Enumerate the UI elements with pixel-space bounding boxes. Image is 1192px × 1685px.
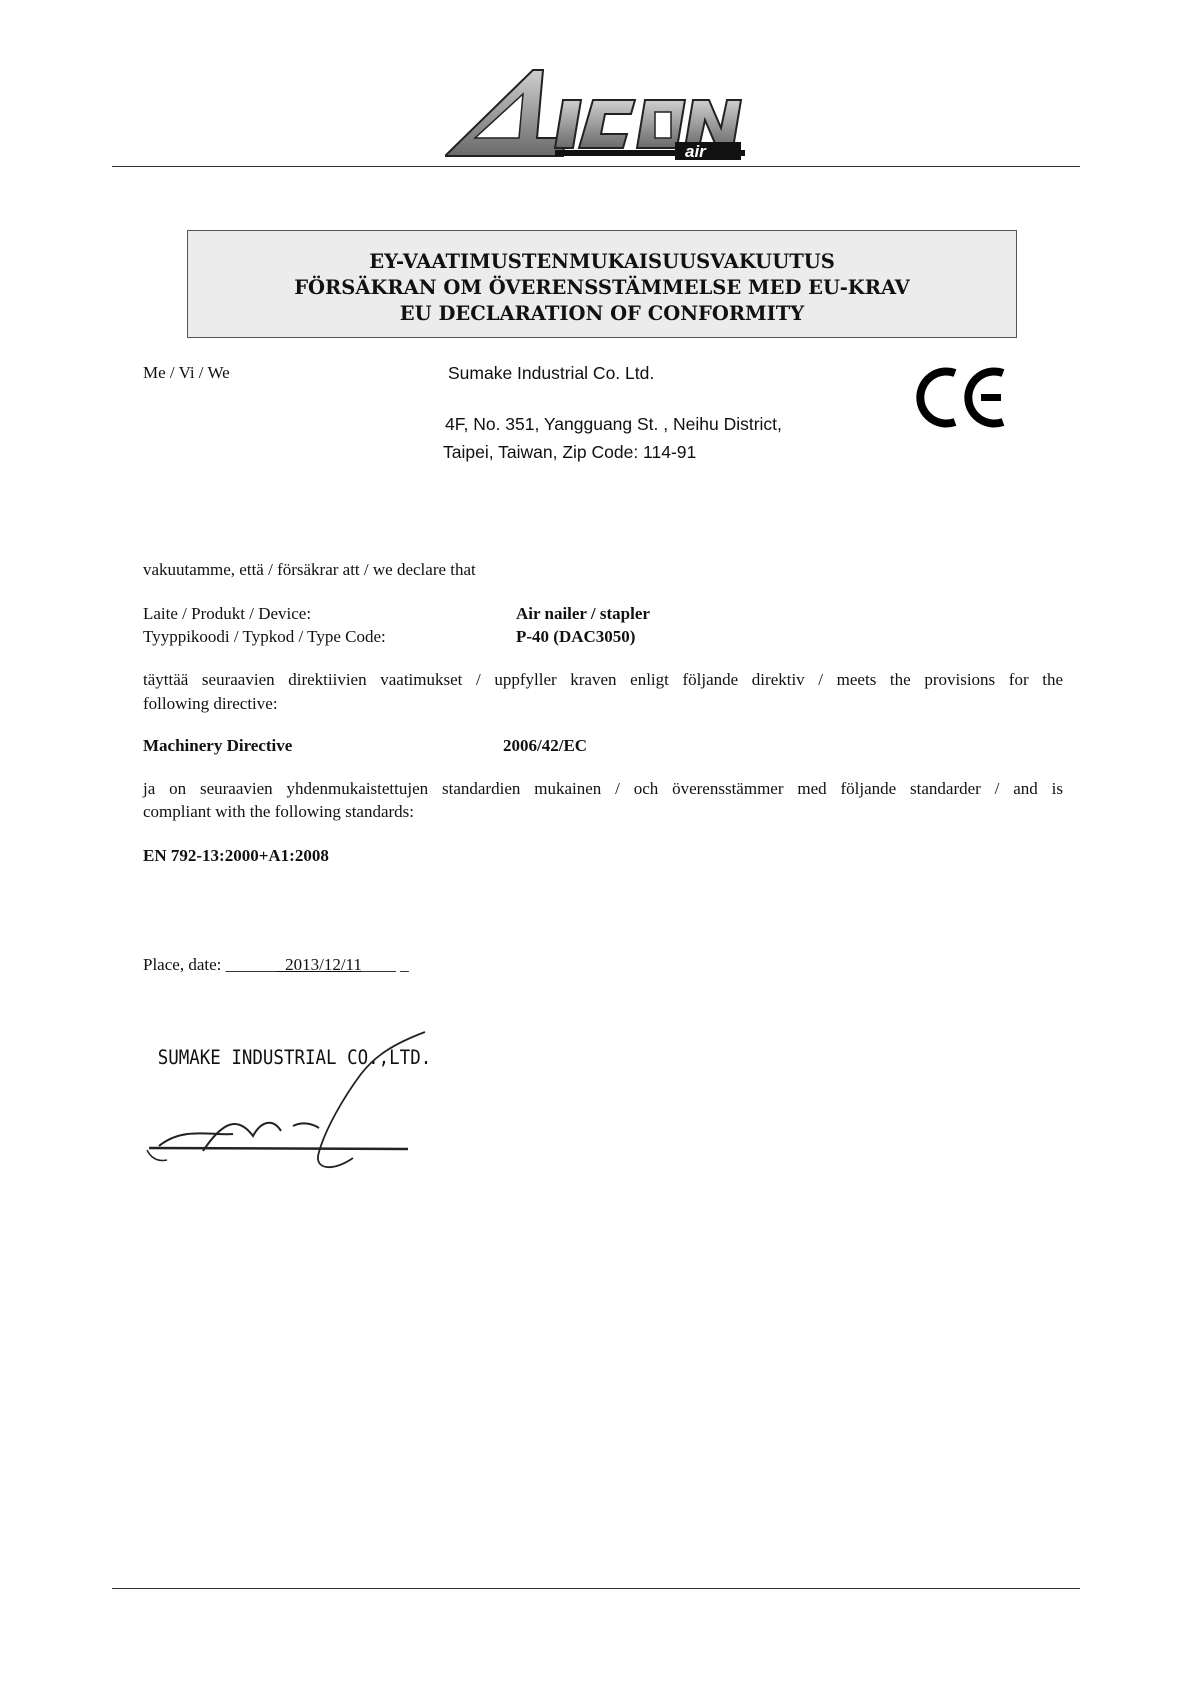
place-date-label: Place, date: <box>143 955 222 974</box>
title-line-sv: FÖRSÄKRAN OM ÖVERENSSTÄMMELSE MED EU-KRAV <box>294 276 910 299</box>
title-box <box>187 230 1017 338</box>
aicon-air-logo <box>445 68 745 160</box>
manufacturer-address-1: 4F, No. 351, Yangguang St. , Neihu District, <box>445 414 782 434</box>
device-value: Air nailer / stapler <box>516 604 650 623</box>
manufacturer-label: Me / Vi / We <box>143 363 230 382</box>
device-label: Laite / Produkt / Device: <box>143 604 312 623</box>
type-code-label: Tyyppikoodi / Typkod / Type Code: <box>143 627 386 646</box>
place-date <box>143 955 409 975</box>
title-line-fi: EY-VAATIMUSTENMUKAISUUSVAKUUTUS <box>369 250 835 273</box>
place-date-pre: ______ <box>225 955 277 974</box>
footer-rule <box>112 1588 1080 1589</box>
title-line-en: EU DECLARATION OF CONFORMITY <box>399 302 805 325</box>
place-date-value: _2013/12/11 <box>276 955 362 974</box>
logo-subtext: air <box>685 142 706 160</box>
place-date-post: ____ _ <box>361 955 409 974</box>
directive-intro-line1: täyttää seuraavien direktiivien vaatimukset / uppfyller kraven enligt följande direktiv / meets the provisions for the <box>143 670 1063 689</box>
directive-intro-line2: following directive: <box>143 694 278 713</box>
manufacturer-address-2: Taipei, Taiwan, Zip Code: 114-91 <box>443 442 697 462</box>
manufacturer-name: Sumake Industrial Co. Ltd. <box>448 363 655 383</box>
directive-name: Machinery Directive <box>143 736 293 755</box>
declaration-intro: vakuutamme, että / försäkrar att / we declare that <box>143 560 476 579</box>
stamp-text: SUMAKE INDUSTRIAL CO.,LTD. <box>157 1046 432 1070</box>
header-rule <box>112 166 1080 167</box>
standards-intro-line1: ja on seuraavien yhdenmukaistettujen standardien mukainen / och överensstämmer med följande standarder / and is <box>143 779 1063 798</box>
standard-code: EN 792-13:2000+A1:2008 <box>143 846 329 865</box>
directive-number: 2006/42/EC <box>503 736 588 755</box>
ce-mark-icon <box>915 365 1010 430</box>
standards-intro-line2: compliant with the following standards: <box>143 802 415 821</box>
signature-stamp <box>143 1026 433 1176</box>
type-code-value: P-40 (DAC3050) <box>516 627 636 646</box>
